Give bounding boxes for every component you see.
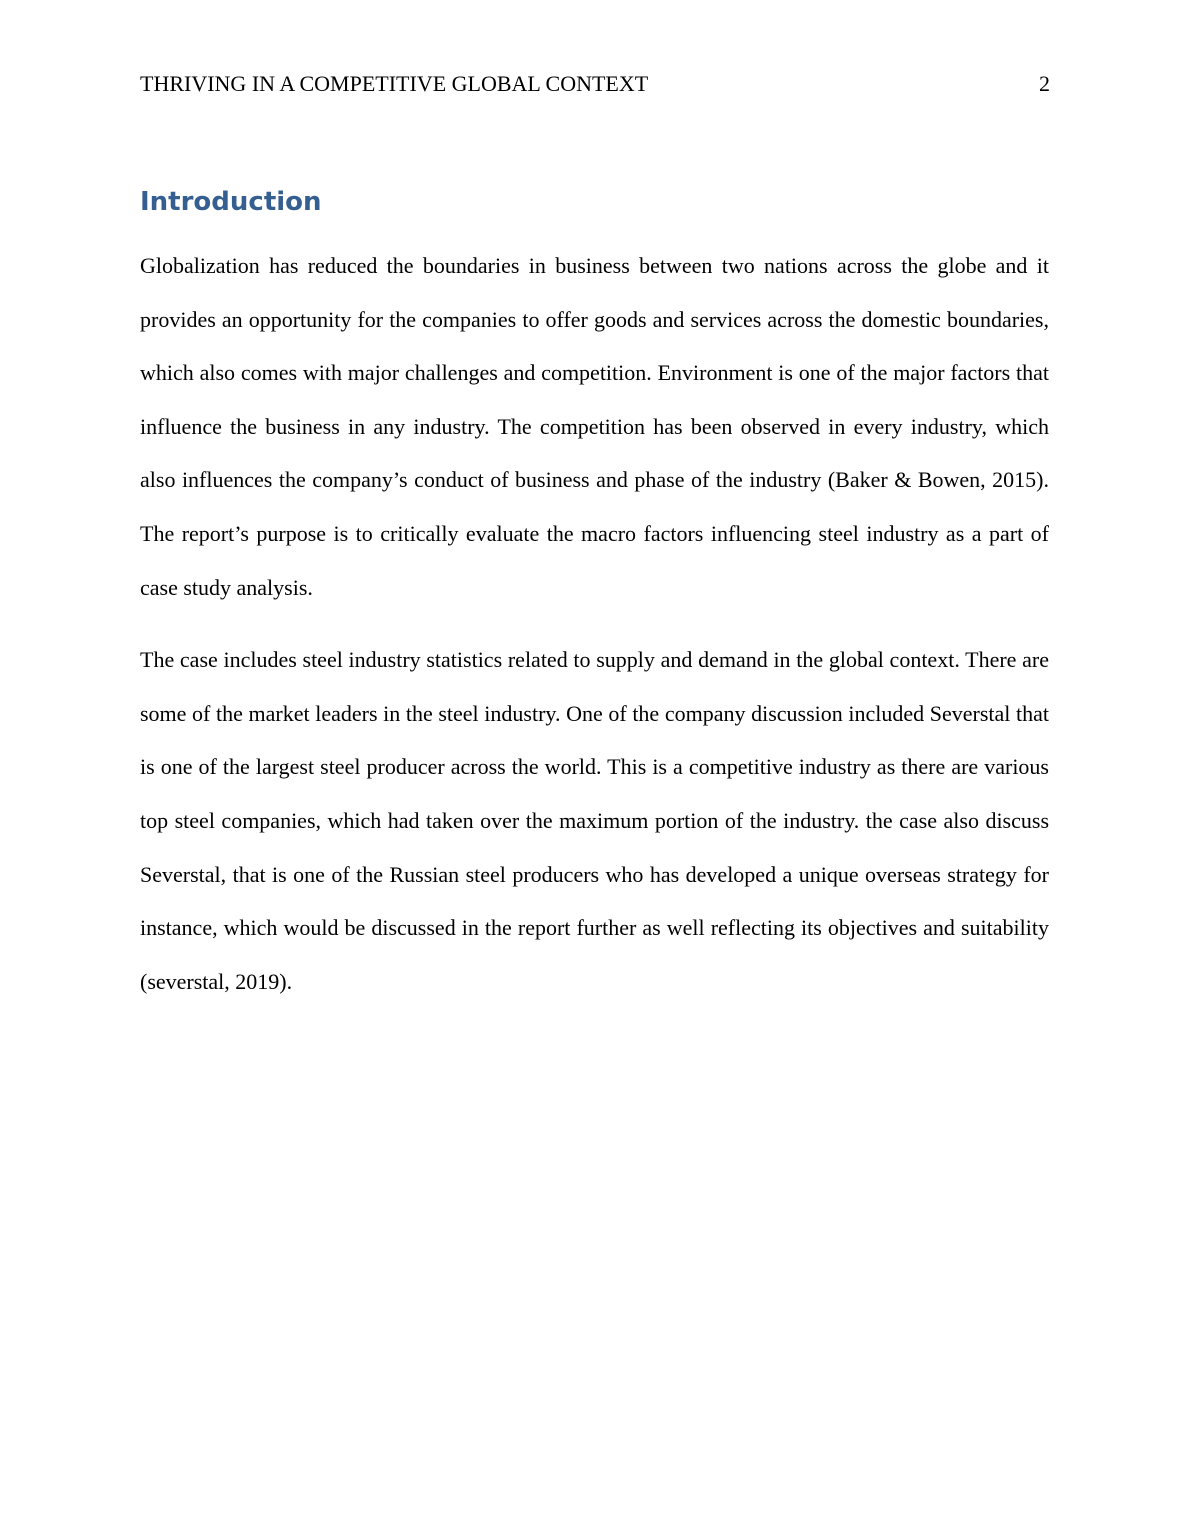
- paragraph-2: The case includes steel industry statistics related to supply and demand in the global context. There are some of the market leaders in the steel industry. One of the company discussion included Severstal that is one of the largest steel producer across the world. This is a competitive industry as there are various top steel companies, which had taken over the maximum portion of the industry. the case also discuss Severstal, that is one of the Russian steel producers who has developed a unique overseas strategy for instance, which would be discussed in the report further as well reflecting its objectives and suitability (severstal, 2019).: [140, 647, 1049, 994]
- body-text: [140, 239, 1049, 1027]
- running-head-title: THRIVING IN A COMPETITIVE GLOBAL CONTEXT: [140, 71, 649, 96]
- page-header: [140, 70, 1050, 98]
- page-number: 2: [1039, 71, 1050, 96]
- paragraph-1: Globalization has reduced the boundaries in business between two nations across the globe and it provides an opportunity for the companies to offer goods and services across the domestic boundaries, which also comes with major challenges and competition. Environment is one of the major factors that influence the business in any industry. The competition has been observed in every industry, which also influences the company’s conduct of business and phase of the industry (Baker & Bowen, 2015). The report’s purpose is to critically evaluate the macro factors influencing steel industry as a part of case study analysis.: [140, 253, 1049, 600]
- section-heading-introduction: Introduction: [140, 187, 322, 217]
